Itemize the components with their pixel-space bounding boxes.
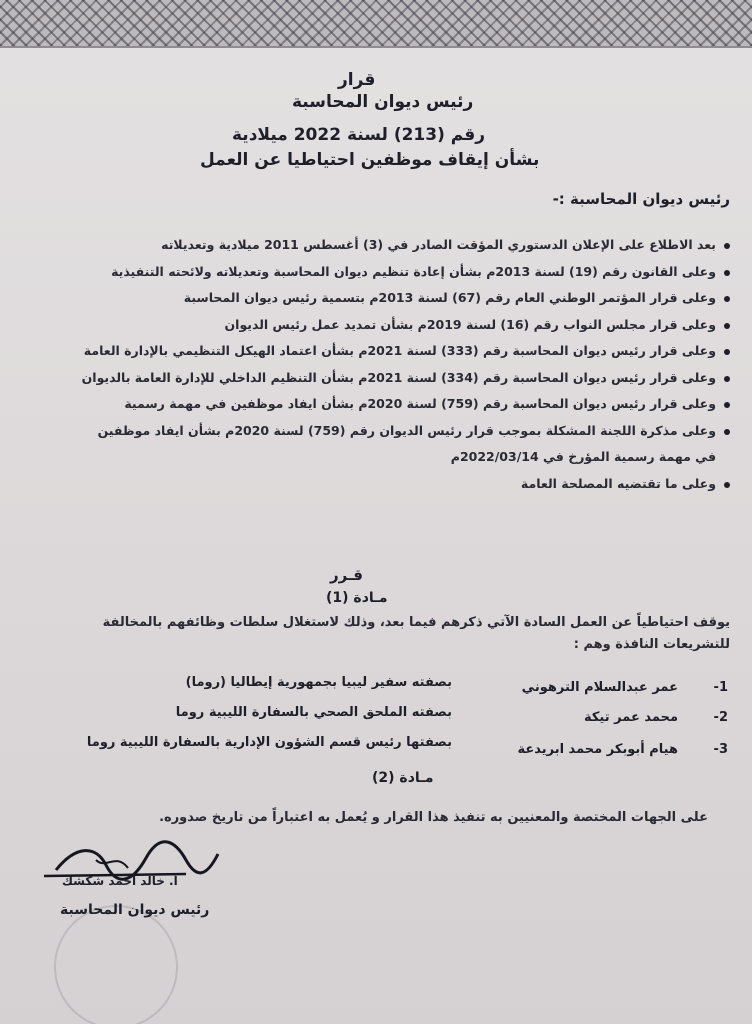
decision-label: قـرر [330, 566, 363, 584]
employee-name: محمد عمر تيكة [583, 710, 678, 725]
article-2-label: مـادة (2) [372, 770, 434, 786]
bullet-icon [724, 323, 730, 329]
preamble-item-continuation: في مهمة رسمية المؤرخ في 2022/03/14م [450, 449, 716, 464]
decree-subject: بشأن إيقاف موظفين احتياطيا عن العمل [200, 150, 540, 170]
preamble-item: بعد الاطلاع على الإعلان الدستوري المؤقت الصادر في (3) أغسطس 2011 ميلادية وتعديلاته [26, 232, 732, 259]
preamble-item: وعلى القانون رقم (19) لسنة 2013م بشأن إعادة تنظيم ديوان المحاسبة وتعديلاته ولائحته التنفيذية [26, 259, 732, 286]
employee-number: 1- [713, 680, 728, 695]
signer-name: أ. خالد أحمد شكشك [62, 874, 178, 888]
preamble-item: وعلى مذكرة اللجنة المشكلة بموجب قرار رئيس الديوان رقم (759) لسنة 2020م بشأن ايفاد موظفين [26, 418, 732, 445]
signer-title: رئيس ديوان المحاسبة [60, 902, 210, 918]
document-title: قرار [338, 70, 376, 90]
preamble-item: وعلى قرار المؤتمر الوطني العام رقم (67) لسنة 2013م بتسمية رئيس ديوان المحاسبة [26, 285, 732, 312]
employee-name: عمر عبدالسلام الترهوني [521, 680, 678, 695]
bullet-icon [724, 402, 730, 408]
employee-number: 3- [713, 742, 728, 757]
bullet-icon [724, 296, 730, 302]
employee-role: بصفته الملحق الصحي بالسفارة الليبية روما [175, 705, 452, 720]
article-1-text: يوقف احتياطياً عن العمل السادة الآتي ذكرهم فيما بعد، وذلك لاستغلال سلطات وظائفهم بالمخالفة للتشريعات النافذة وهم : [102, 615, 730, 652]
bullet-icon [724, 349, 730, 355]
article-2-text: على الجهات المختصة والمعنيين به تنفيذ هذا القرار و يُعمل به اعتباراً من تاريخ صدوره. [159, 810, 708, 825]
ornamental-border [0, 0, 752, 48]
employee-role: بصفتها رئيس قسم الشؤون الإدارية بالسفارة الليبية روما [86, 735, 452, 750]
preamble-item: وعلى قرار رئيس ديوان المحاسبة رقم (759) لسنة 2020م بشأن ايفاد موظفين في مهمة رسمية [26, 391, 732, 418]
employee-role: بصفته سفير ليبيا بجمهورية إيطاليا (روما) [185, 675, 452, 690]
preamble-item: وعلى قرار رئيس ديوان المحاسبة رقم (334) لسنة 2021م بشأن التنظيم الداخلي للإدارة العامة بالديوان [26, 365, 732, 392]
decree-number: رقم (213) لسنة 2022 ميلادية [232, 125, 486, 145]
preamble-item: وعلى قرار رئيس ديوان المحاسبة رقم (333) لسنة 2021م بشأن اعتماد الهيكل التنظيمي بالإدارة العامة [26, 338, 732, 365]
bullet-icon [724, 376, 730, 382]
employee-name: هيام أبوبكر محمد ابريدعة [517, 742, 678, 757]
bullet-icon [724, 270, 730, 276]
employee-number: 2- [713, 710, 728, 725]
bullet-icon [724, 243, 730, 249]
preamble-heading: رئيس ديوان المحاسبة :- [552, 190, 730, 208]
preamble-list [26, 232, 732, 497]
preamble-item: وعلى ما تقتضيه المصلحة العامة [26, 471, 732, 498]
article-1-label: مـادة (1) [326, 590, 388, 606]
bullet-icon [724, 482, 730, 488]
bullet-icon [724, 429, 730, 435]
issuer-line: رئيس ديوان المحاسبة [292, 92, 474, 112]
preamble-item: وعلى قرار مجلس النواب رقم (16) لسنة 2019م بشأن تمديد عمل رئيس الديوان [26, 312, 732, 339]
official-stamp [54, 905, 178, 1024]
